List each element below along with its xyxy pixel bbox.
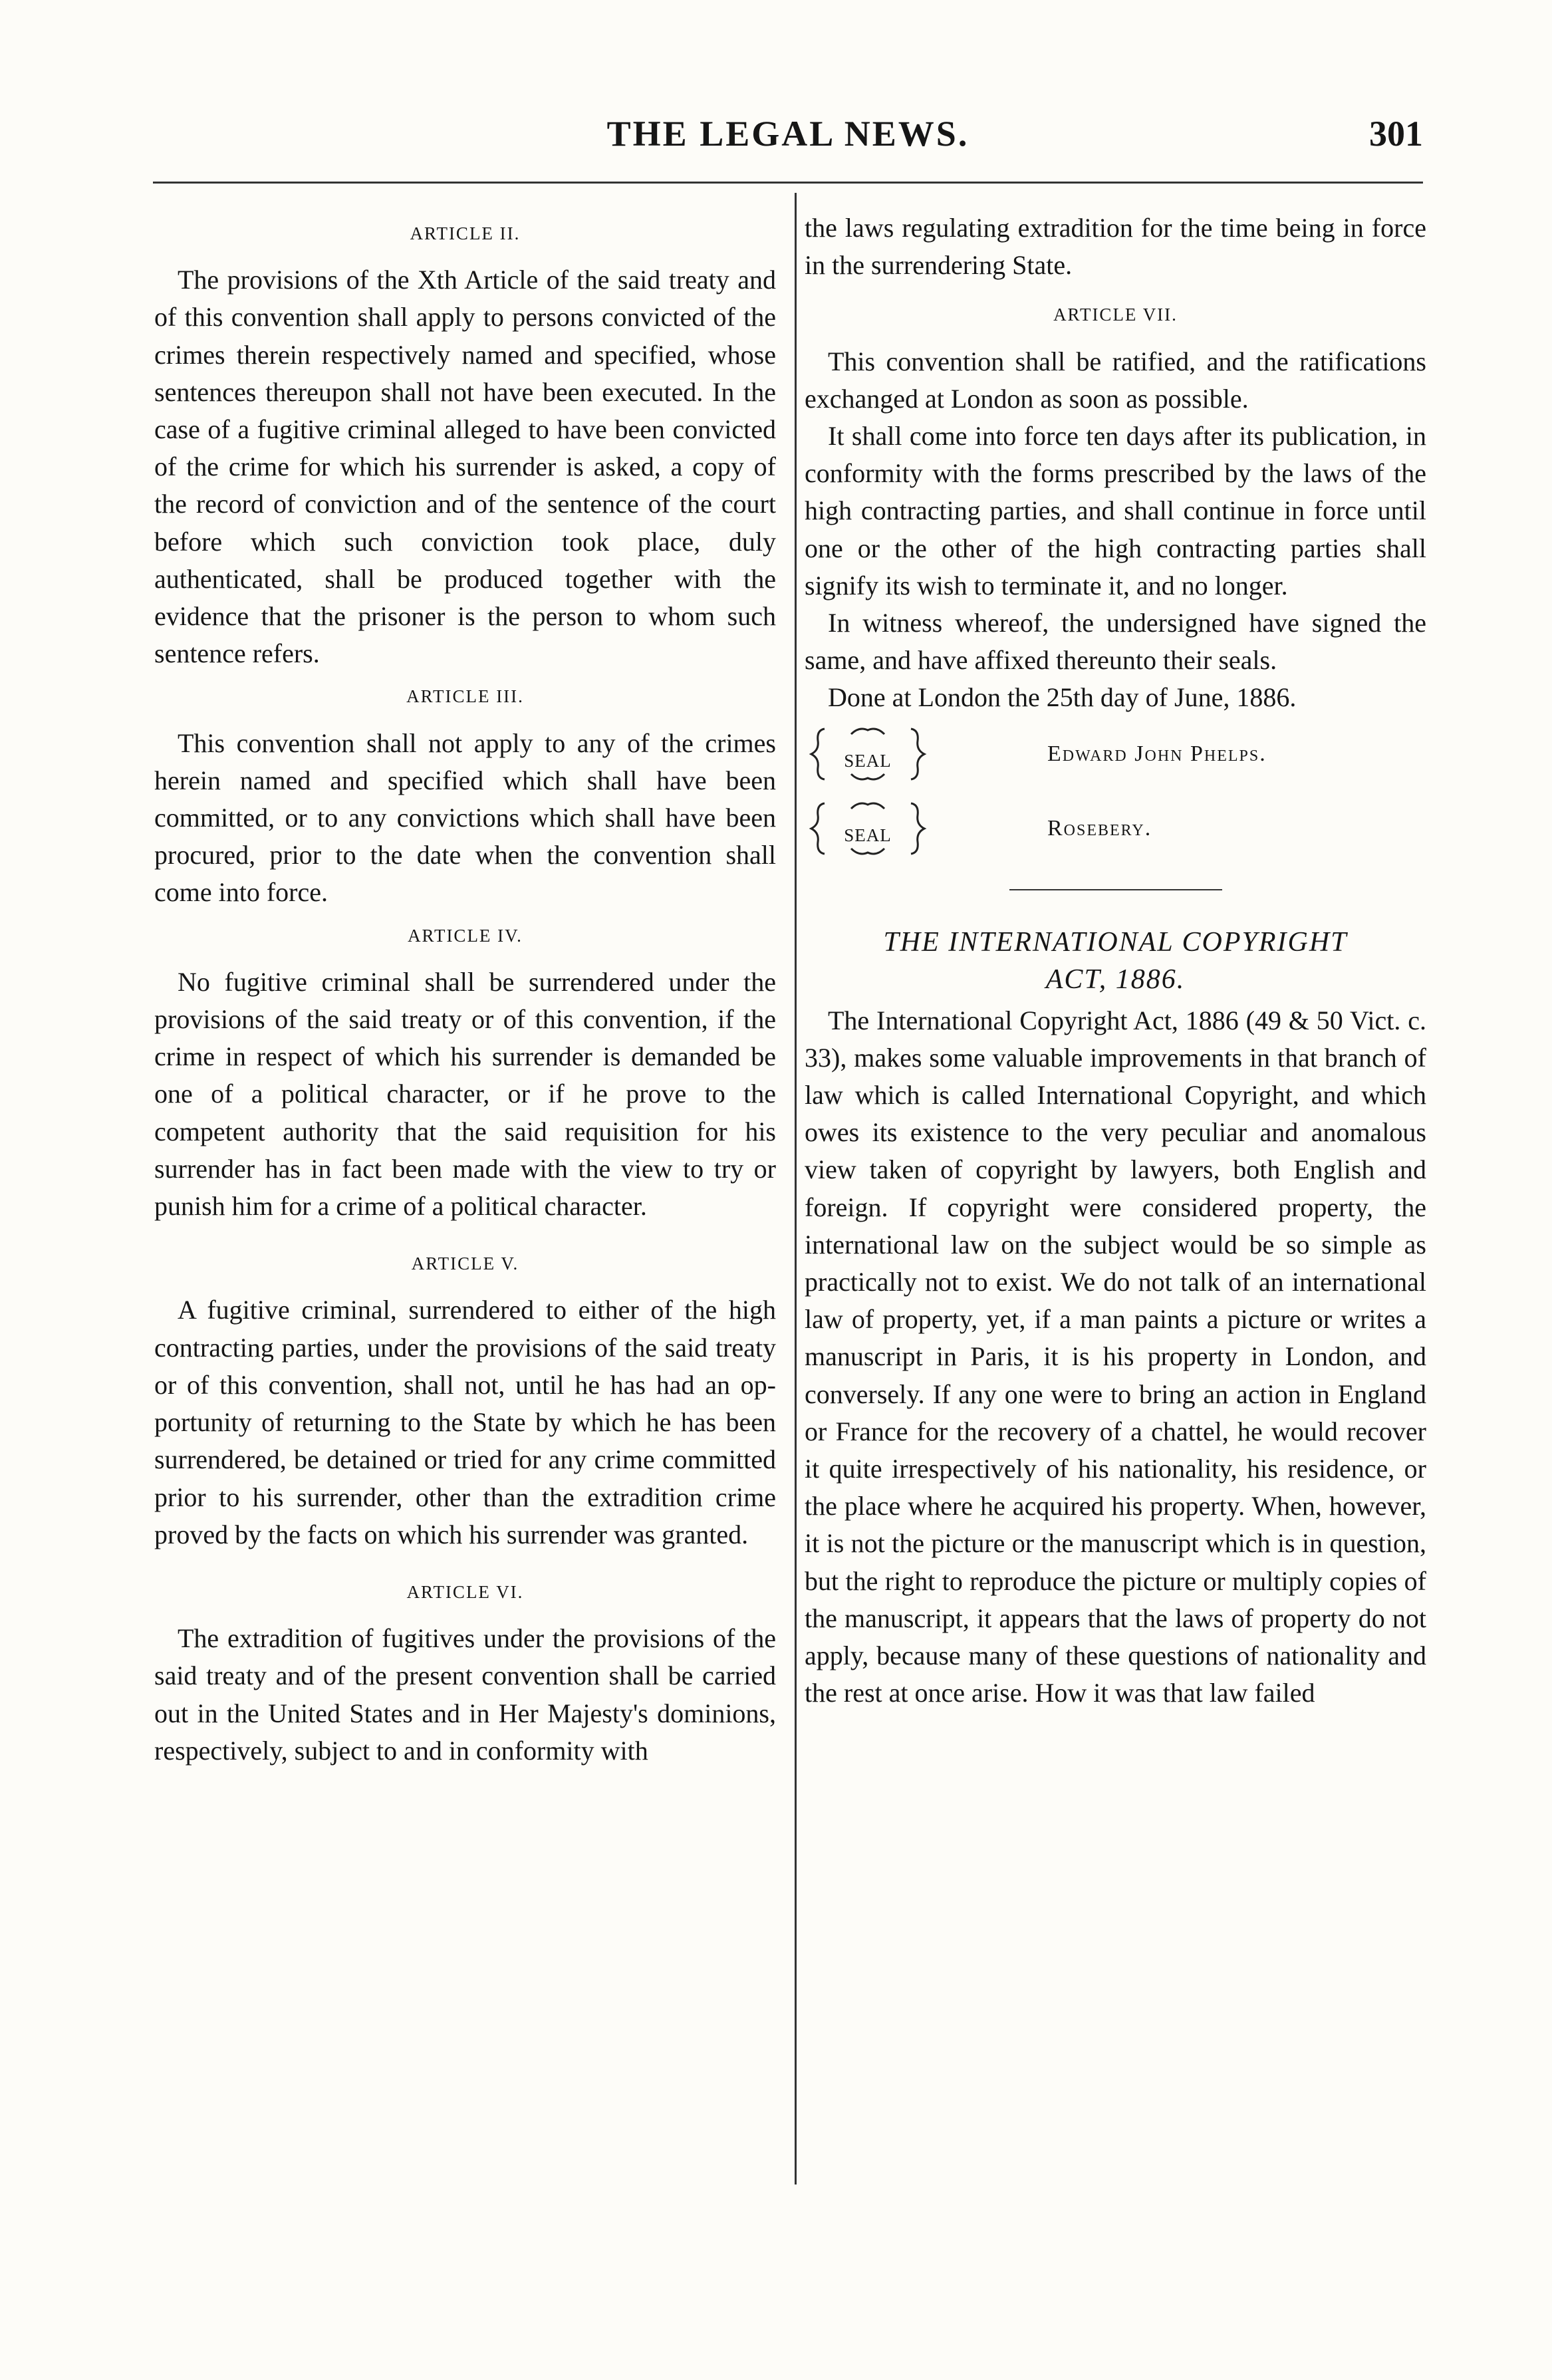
article-4-heading: ARTICLE IV. <box>408 925 523 946</box>
article-7-paragraph-3: In witness whereof, the undersigned have signed the same, and have affixed thereunto their seals. <box>805 608 1426 676</box>
article-3-heading: ARTICLE III. <box>406 686 524 707</box>
article-7-paragraph-1: This convention shall be ratified, and the ratifications exchanged at London as soon as possible. <box>805 346 1426 414</box>
section-title-line-2: ACT, 1886. <box>1045 964 1186 995</box>
section-divider <box>1009 889 1222 890</box>
article-5-text: A fugitive criminal, surrendered to either of the high contracting parties, under the provisions of the said treaty or of this convention, shall not, until he has had an opportunity of returning to the State by which he has been surrendered, be detained or tried for any crime committed prior to his surrender, other than the extradition crime proved by the facts on which his surrender was granted. <box>154 1295 776 1549</box>
article-5-heading: ARTICLE V. <box>411 1254 519 1274</box>
article-6-text: The extradition of fugitives under the provisions of the said treaty and of the present convention shall be carried out in the United States and in Her Majesty's dominions, respectively, subject to and in conformity with <box>154 1623 776 1766</box>
column-divider <box>795 193 797 2184</box>
article-2-heading: ARTICLE II. <box>410 223 521 243</box>
seal-icon <box>805 721 931 787</box>
left-column <box>154 209 776 1770</box>
article-7-heading: ARTICLE VII. <box>1053 305 1178 325</box>
section-title-line-1: THE INTERNATIONAL COPYRIGHT <box>883 926 1348 958</box>
running-title: THE LEGAL NEWS. <box>606 114 970 154</box>
section-title <box>805 924 1426 998</box>
seal-icon <box>805 795 931 862</box>
seal-label: SEAL <box>844 825 892 845</box>
article-2-text: The provisions of the Xth Article of the said treaty and of this convention shall apply to persons convicted of the crimes therein respectively named and specified, whose sentences thereupon shall not have been executed. In the case of a fugitive criminal alleged to have been convicted of the crime for which his surrender is asked, a copy of the record of conviction and of the sentence of the court before which such conviction took place, duly authenticated, shall be produced together with the evidence that the prisoner is the person to whom such sentence refers. <box>154 265 776 669</box>
article-4-text: No fugitive criminal shall be surrendered under the provisions of the said treaty or of this convention, if the crime in respect of which his surrender is demanded be one of a political character, or if he prove to the competent authority that the said requisition for his surrender has in fact been made with the view to try or punish him for a crime of a political character. <box>154 966 776 1222</box>
header-rule <box>153 182 1423 184</box>
signatory-name: Edward John Phelps. <box>1047 741 1267 766</box>
article-6-heading: ARTICLE VI. <box>406 1581 524 1602</box>
signatory-name: Rosebery. <box>1047 815 1152 841</box>
signature-row <box>805 717 1426 791</box>
article-3-text: This convention shall not apply to any of the crimes herein named and specified which shall have been committed, or to any convictions which shall have been procured, prior to the date when the convention shall come into force. <box>154 727 776 908</box>
page-number: 301 <box>1369 114 1423 154</box>
article-6-continuation: the laws regulating extradition for the time being in force in the surrendering State. <box>805 213 1426 281</box>
seal-label: SEAL <box>844 750 892 771</box>
article-7-paragraph-2: It shall come into force ten days after its publication, in conformity with the forms prescribed by the laws of the high contracting parties, and shall continue in force until one or the other of the high contracting parties shall signify its wish to terminate it, and no longer. <box>805 421 1426 600</box>
article-7-paragraph-4: Done at London the 25th day of June, 1886. <box>828 682 1297 713</box>
right-column <box>805 209 1426 1712</box>
copyright-article-text: The International Copyright Act, 1886 (49 & 50 Vict. c. 33), makes some valuable improvements in that branch of law which is called International Copyright, and which owes its existence to the very peculiar and anomalous view taken of copyright by lawyers, both English and foreign. If copyright were considered property, the international law on the subject would be so simple as practically not to exist. We do not talk of an international law of property, yet, if a man paints a picture or writes a manuscript in Paris, it is his property in London, and conversely. If any one were to bring an action in England or France for the recovery of a chattel, he would recover it quite irrespectively of his nationality, his residence, or the place where he acquired his property. When, however, it is not the picture or the manuscript which is in question, but the right to reproduce the picture or multiply copies of the manuscript, it appears that the laws of property do not apply, because many of these questions of nationality and the rest at once arise. How it was that law failed <box>805 1005 1426 1708</box>
page-header <box>153 113 1423 160</box>
signature-row <box>805 791 1426 866</box>
